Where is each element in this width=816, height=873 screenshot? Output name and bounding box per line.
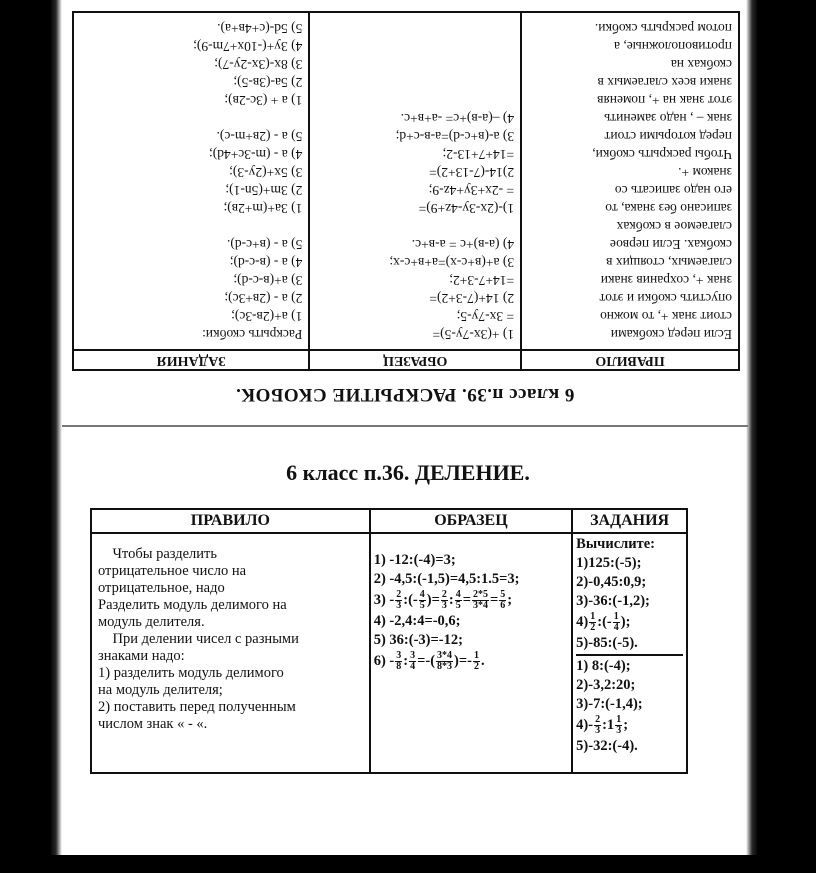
scan-edge-right [746, 0, 816, 873]
example-3-op: = [462, 591, 471, 608]
task-item: 1)125:(-5); [576, 555, 642, 571]
upper-example-cell [309, 12, 521, 350]
lower-rule-line: 1) разделить модуль делимого [98, 665, 284, 681]
example-3-prefix: 3) - [373, 591, 395, 608]
upper-example-line: 3) a-(в+c-d)=a-в-c+d; [395, 129, 515, 144]
upper-example-line: 2) 14+(7-3+2)= [429, 291, 515, 306]
lower-header-example: ОБРАЗЕЦ [370, 509, 572, 533]
upper-example-line: 1)-(2х-3у-4z+9)= [418, 201, 515, 216]
upper-table [72, 11, 740, 371]
upper-example-line: = 3х-7у-5; [456, 309, 515, 324]
example-3-op: : [448, 591, 454, 608]
lower-rule-cell [91, 533, 370, 773]
upper-rule-line: скобках на [670, 57, 732, 72]
fraction [455, 590, 462, 611]
lower-rule-line: модуль делителя. [98, 614, 205, 630]
upper-example-spacer [316, 217, 514, 235]
upper-rule-line: стоит знак +, то можно [600, 309, 732, 324]
task-item [576, 612, 683, 633]
fraction-denominator: 8 [396, 661, 402, 672]
fraction [473, 651, 480, 672]
upper-task-line: 4) 3у+(-10х+7m-9); [193, 39, 303, 54]
fraction-denominator: 3 [441, 600, 447, 611]
fraction [594, 715, 601, 736]
fraction [419, 590, 426, 611]
fraction [589, 612, 596, 633]
upper-task-line: 4) a - (m-3c+4d); [208, 147, 303, 162]
lower-header-tasks: ЗАДАНИЯ [572, 509, 687, 533]
fraction-denominator: 2 [590, 622, 596, 633]
fraction [409, 651, 416, 672]
task-op: :1 [602, 716, 615, 733]
fraction [436, 651, 453, 672]
lower-example-cell [370, 533, 572, 773]
upper-task-line: 2) 5a-(3в-5); [233, 75, 303, 90]
example-3-op: = [489, 591, 499, 608]
fraction-numerator: 3 [396, 650, 402, 661]
upper-task-line: 5) 5d-(c+4в+a). [217, 21, 303, 36]
upper-rule-line: его надо записать со [614, 183, 732, 198]
fraction-numerator: 2 [595, 714, 601, 725]
upper-task-line: 3) 8х-(3х-2у-7); [214, 57, 303, 72]
upper-header-example: ОБРАЗЕЦ [309, 350, 521, 370]
fraction-numerator: 5 [500, 589, 506, 600]
example-6-op: =-( [417, 652, 436, 669]
example-5: 5) 36:(-3)=-12; [373, 632, 463, 648]
upper-rule-line: противоположные, а [613, 39, 732, 54]
upper-task-spacer [80, 109, 302, 127]
upper-rule-line: перед которыми стоит [604, 129, 732, 144]
upper-task-line: 5) a - (2в+m-c). [216, 129, 303, 144]
upper-rule-line: знаком +. [678, 165, 732, 180]
lower-rule-line: отрицательное, надо [98, 580, 225, 596]
upper-task-line: 2) 3m+(5n-1); [225, 183, 303, 198]
scan-edge-bottom [0, 855, 816, 873]
example-2: 2) -4,5:(-1,5)=4,5:1.5=3; [373, 571, 520, 587]
upper-task-line: Раскрыть скобки: [202, 327, 303, 342]
task-item: 2)-0,45:0,9; [576, 574, 647, 590]
fraction-numerator: 1 [613, 611, 619, 622]
upper-task-line: 5) a - (в+c-d). [226, 237, 303, 252]
upper-task-line: 3) 5х+(2у-3); [229, 165, 303, 180]
upper-sheet-rotated [70, 0, 740, 415]
upper-rule-line: Чтобы раскрыть скобки, [592, 147, 732, 162]
task-end: ); [620, 613, 631, 630]
example-3-op: :(- [403, 591, 418, 608]
upper-rule-line: знак +, сохранив знаки [600, 273, 732, 288]
example-6-op: : [403, 652, 409, 669]
task-op: :(- [597, 613, 612, 630]
fraction [613, 612, 620, 633]
upper-rule-line: скобках. Если первое [609, 237, 732, 252]
upper-example-line: 4) –(a-в)+c= -a+в+c. [400, 111, 515, 126]
task-item: 3)-7:(-1,4); [576, 696, 643, 712]
upper-task-line: 1) 3a+(m+2в); [223, 201, 303, 216]
example-3 [374, 590, 568, 611]
upper-task-line: 1) a + (3c-2в); [224, 93, 303, 108]
upper-task-line: 2) a - (2в+3c); [224, 291, 303, 306]
tasks-heading: Вычислите: [576, 536, 656, 552]
fraction [441, 590, 448, 611]
task-item: 5)-85:(-5). [576, 635, 638, 651]
fraction-denominator: 3 [396, 600, 402, 611]
fraction-denominator: 4 [613, 622, 619, 633]
upper-rule-line: слагаемых, стоящих в [606, 255, 732, 270]
upper-example-line: 4) (a-в)+c = a-в+c. [411, 237, 515, 252]
fraction-numerator: 2*5 [472, 589, 488, 600]
lower-rule-line: на модуль делителя; [98, 682, 223, 698]
task-item: 3)-36:(-1,2); [576, 593, 650, 609]
fraction-numerator: 4 [419, 589, 425, 600]
example-6-op: )=- [454, 652, 472, 669]
fraction-denominator: 3*4 [472, 600, 488, 611]
fraction [395, 651, 402, 672]
fraction-denominator: 8*3 [437, 661, 453, 672]
example-6 [374, 651, 568, 672]
example-6-end: . [480, 652, 485, 669]
upper-example-line: 1) +(3х-7у-5)= [432, 327, 515, 342]
upper-rule-line: опустить скобки и этот [599, 291, 732, 306]
fraction-numerator: 2 [441, 589, 447, 600]
fraction-denominator: 2 [473, 661, 479, 672]
lower-title: 6 класс п.36. ДЕЛЕНИЕ. [286, 460, 530, 485]
upper-rule-line: Если перед скобками [610, 327, 732, 342]
example-3-end: ; [507, 591, 513, 608]
lower-table [90, 508, 688, 774]
upper-header-tasks: ЗАДАНИЯ [73, 350, 309, 370]
lower-rule-line: Разделить модуль делимого на [98, 597, 287, 613]
fraction-denominator: 5 [419, 600, 425, 611]
fraction [472, 590, 489, 611]
upper-task-line: 4) a - (в-c-d); [229, 255, 303, 270]
task-item: 5)-32:(-4). [576, 738, 638, 754]
fraction-numerator: 4 [455, 589, 461, 600]
fraction-numerator: 3 [410, 650, 416, 661]
upper-rule-line: потом раскрыть скобки. [594, 21, 732, 36]
fraction-numerator: 1 [473, 650, 479, 661]
upper-example-line: =14+7+13-2; [442, 147, 515, 162]
fraction-denominator: 3 [616, 725, 622, 736]
upper-example-line: = -2х+3у+4z-9; [428, 183, 515, 198]
task-prefix: 4)- [576, 716, 594, 733]
fraction-numerator: 1 [616, 714, 622, 725]
lower-rule-line: 2) поставить перед полученным [98, 699, 296, 715]
upper-task-line: 1) a+(2в-3c); [231, 309, 303, 324]
task-item [576, 715, 683, 736]
lower-rule-line: знаками надо: [98, 648, 185, 664]
upper-rule-line: знак – , надо заменить [604, 111, 732, 126]
task-end: ; [623, 716, 629, 733]
upper-rule-line: этот знак на +, поменяв [597, 93, 732, 108]
example-3-op: )= [426, 591, 440, 608]
fraction [615, 715, 622, 736]
upper-example-line: 3) a+(в+c-x)=a+в+c-x; [389, 255, 515, 270]
lower-header-rule: ПРАВИЛО [91, 509, 370, 533]
sheet-divider-line [62, 425, 748, 427]
fraction-numerator: 1 [590, 611, 596, 622]
upper-task-line: 3) a+(в-c-d); [233, 273, 303, 288]
fraction-numerator: 2 [396, 589, 402, 600]
upper-header-rule: ПРАВИЛО [521, 350, 739, 370]
upper-example-line: =14+7-3+2; [449, 273, 515, 288]
fraction-denominator: 5 [455, 600, 461, 611]
task-item: 1) 8:(-4); [576, 658, 631, 674]
fraction-numerator: 3*4 [437, 650, 453, 661]
upper-task-spacer [80, 217, 302, 235]
upper-title: 6 класс п.39. РАСКРЫТИЕ СКОБОК. [235, 384, 575, 405]
lower-rule-line: Чтобы разделить [98, 546, 217, 562]
lower-task-cell [572, 533, 687, 773]
fraction-denominator: 6 [500, 600, 506, 611]
fraction [499, 590, 506, 611]
fraction-denominator: 3 [595, 725, 601, 736]
upper-task-cell [73, 12, 309, 350]
lower-rule-line: отрицательное число на [98, 563, 247, 579]
upper-rule-cell [521, 12, 739, 350]
upper-rule-line: слагаемое в скобках [616, 219, 732, 234]
task-item: 2)-3,2:20; [576, 677, 636, 693]
task-separator [576, 654, 683, 656]
example-4: 4) -2,4:4=-0,6; [373, 613, 461, 629]
task-prefix: 4) [576, 613, 589, 630]
lower-rule-line: числом знак « - «. [98, 716, 208, 732]
upper-rule-line: записано без знака, то [605, 201, 732, 216]
scan-edge-left [0, 0, 62, 873]
example-6-prefix: 6) - [373, 652, 395, 669]
example-1: 1) -12:(-4)=3; [373, 552, 456, 568]
fraction-denominator: 4 [410, 661, 416, 672]
fraction [395, 590, 402, 611]
upper-rule-line: знаки всех слагаемых в [597, 75, 732, 90]
upper-example-line: 2)14-(7-13+2)= [429, 165, 515, 180]
lower-rule-line: При делении чисел с разными [98, 631, 299, 647]
